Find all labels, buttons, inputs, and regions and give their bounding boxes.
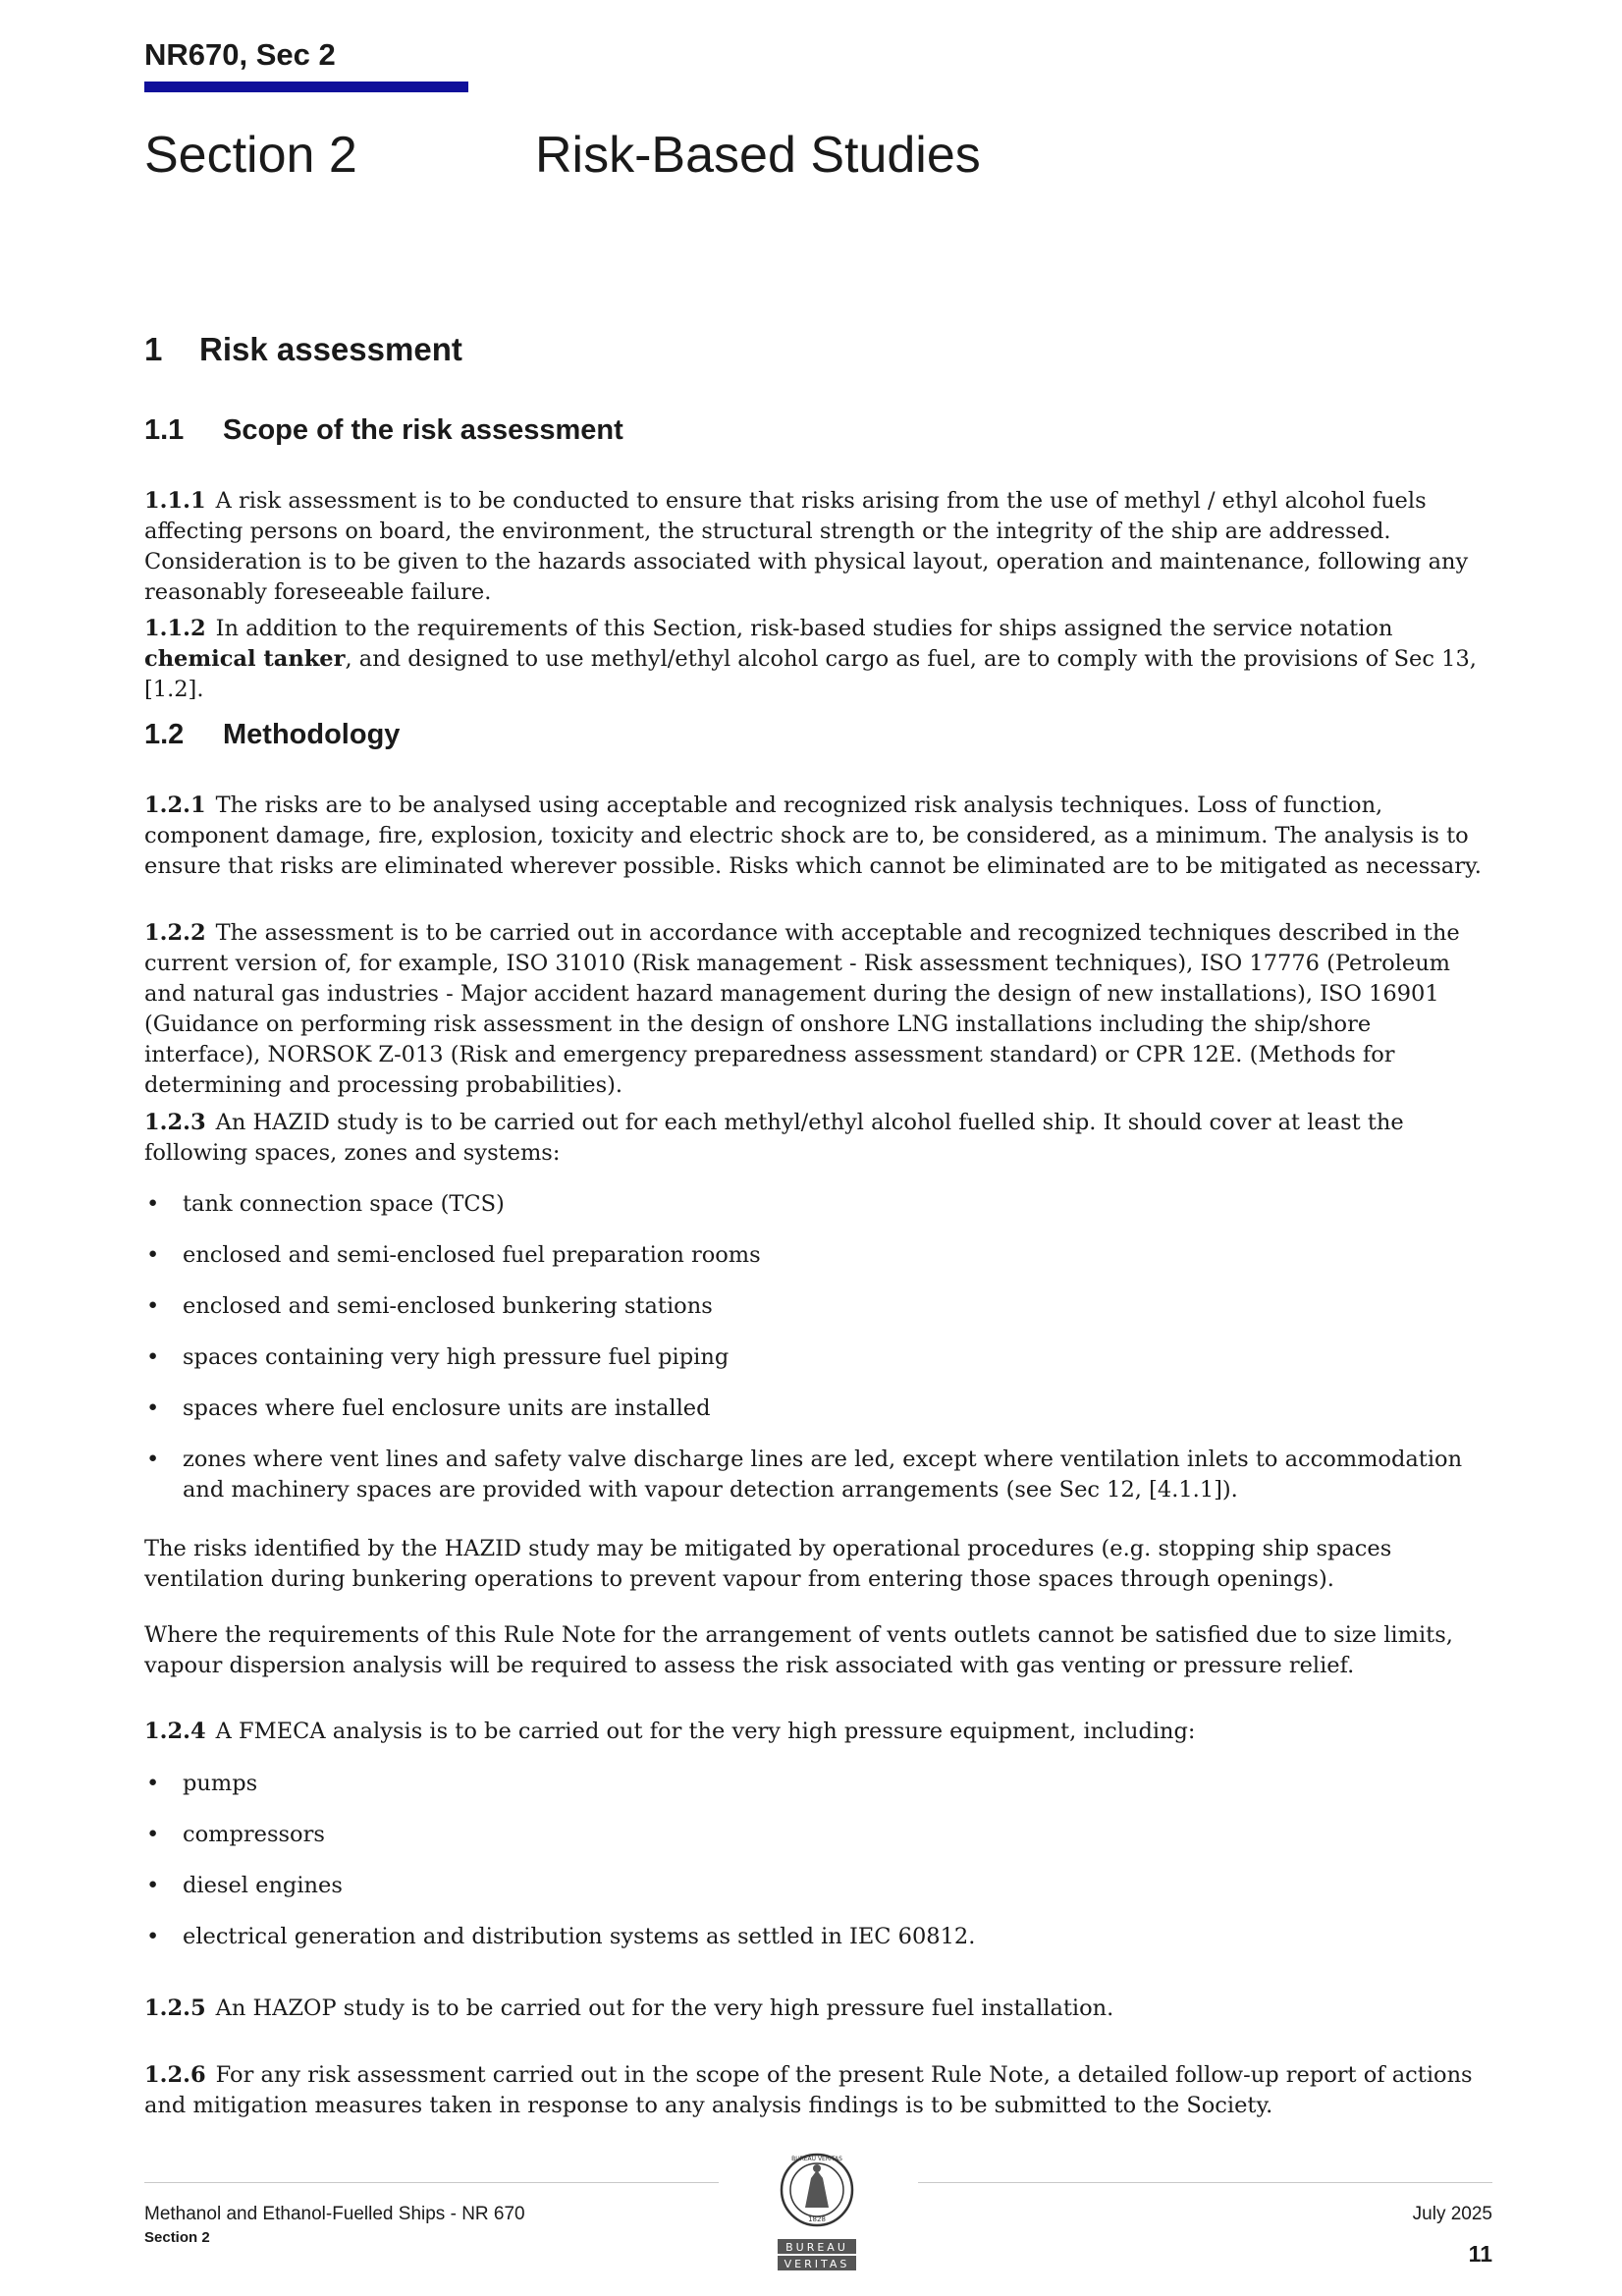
paragraph-number: 1.1.2 — [144, 616, 206, 641]
bullet-icon: • — [146, 1293, 160, 1319]
heading-text: Risk assessment — [199, 331, 462, 367]
footer-date: July 2025 — [1412, 2204, 1492, 2224]
paragraph-text: For any risk assessment carried out in the scope of the present Rule Note, a detailed follow-up report of actions and mitigation measures taken in response to any analysis findings is to be submitted to the Society. — [144, 2062, 1473, 2118]
heading-methodology — [144, 719, 400, 751]
paragraph-hazid-mitigation: The risks identified by the HAZID study may be mitigated by operational procedures (e.g. stopping ship spaces ventilation during bunkering operations to prevent vapour from entering those spaces through openings). — [144, 1536, 1392, 1592]
heading-scope — [144, 414, 623, 447]
paragraph-number: 1.2.1 — [144, 793, 206, 818]
paragraph-text: The risks are to be analysed using acceptable and recognized risk analysis techniques. Loss of function, component damage, fire, explosion, toxicity and electric shock are to, be considered, as a minimum. The analysis is to ensure that risks are eliminated wherever possible. Risks which cannot be eliminated are to be mitigated as necessary. — [144, 793, 1482, 879]
heading-number: 1.2 — [144, 719, 185, 750]
bullet-icon: • — [146, 1924, 160, 1949]
logo-line-bureau: BUREAU — [785, 2241, 848, 2254]
bullet-icon: • — [146, 1242, 160, 1268]
paragraph-1-2-6 — [144, 2060, 1489, 2121]
paragraph-1-2-1 — [144, 791, 1489, 882]
paragraph-1-2-2 — [144, 918, 1489, 1101]
list-item: • enclosed and semi-enclosed bunkering stations — [144, 1291, 1489, 1322]
paragraph-number: 1.2.5 — [144, 1995, 206, 2021]
paragraph-1-2-5 — [144, 1994, 1489, 2024]
notation-chemical-tanker: chemical tanker — [144, 646, 346, 672]
heading-number: 1.1 — [144, 414, 185, 446]
logo-arc-text: BUREAU VERITAS — [791, 2156, 842, 2162]
paragraph-text-cont: , and designed to use methyl/ethyl alcohol cargo as fuel, are to comply with the provisions of Sec 13, [1.2]. — [144, 646, 1477, 702]
logo-year: 1828 — [808, 2215, 826, 2223]
list-item: • compressors — [144, 1820, 1489, 1850]
footer-section: Section 2 — [144, 2229, 210, 2246]
header-accent-bar — [144, 82, 468, 92]
heading-text: Methodology — [223, 719, 401, 750]
paragraph-number: 1.2.3 — [144, 1110, 206, 1135]
bureau-veritas-logo — [768, 2149, 866, 2272]
list-item: • zones where vent lines and safety valve discharge lines are led, except where ventilation inlets to accommodation and machinery spaces are provided with vapour detection arrangements (see Sec 12, [4.1.1]). — [146, 1447, 1463, 1503]
paragraph-text: In addition to the requirements of this Section, risk-based studies for ships assigned the service notation — [215, 616, 1393, 641]
bullet-icon: • — [146, 1344, 160, 1370]
paragraph-vapour-dispersion: Where the requirements of this Rule Note for the arrangement of vents outlets cannot be satisfied due to size limits, vapour dispersion analysis will be required to assess the risk associated with gas venting or pressure relief. — [144, 1622, 1453, 1678]
paragraph-text: A FMECA analysis is to be carried out for the very high pressure equipment, including: — [215, 1719, 1196, 1744]
bullet-icon: • — [146, 1191, 160, 1217]
section-title: Risk-Based Studies — [535, 127, 981, 184]
bullet-icon: • — [146, 1395, 160, 1421]
heading-risk-assessment — [144, 331, 462, 368]
footer-divider-right — [918, 2182, 1492, 2183]
footer-document-title: Methanol and Ethanol-Fuelled Ships - NR 670 — [144, 2204, 525, 2224]
paragraph-number: 1.2.4 — [144, 1719, 206, 1744]
bullet-icon: • — [146, 1771, 160, 1796]
paragraph-number: 1.1.1 — [144, 488, 206, 514]
paragraph-text: A risk assessment is to be conducted to ensure that risks arising from the use of methyl / ethyl alcohol fuels affecting persons on board, the environment, the structural strength or the integrity of the ship are addressed. Consideration is to be given to the hazards associated with physical layout, operation and maintenance, following any reasonably foreseeable failure. — [144, 488, 1469, 605]
list-item: • tank connection space (TCS) — [144, 1189, 1489, 1220]
footer-divider-left — [144, 2182, 719, 2183]
paragraph-1-1-1 — [144, 486, 1489, 608]
document-reference: NR670, Sec 2 — [144, 37, 336, 72]
heading-number: 1 — [144, 331, 163, 367]
heading-text: Scope of the risk assessment — [223, 414, 623, 446]
paragraph-1-2-4 — [144, 1717, 1489, 1747]
list-item: • electrical generation and distribution systems as settled in IEC 60812. — [144, 1922, 1489, 1952]
paragraph-text: An HAZID study is to be carried out for each methyl/ethyl alcohol fuelled ship. It should cover at least the following spaces, zones and systems: — [144, 1110, 1404, 1166]
list-item: • diesel engines — [144, 1871, 1489, 1901]
paragraph-1-2-3 — [144, 1108, 1489, 1169]
bullet-icon: • — [146, 1873, 160, 1898]
list-item: • spaces where fuel enclosure units are installed — [144, 1394, 1489, 1424]
paragraph-number: 1.2.2 — [144, 920, 206, 946]
paragraph-number: 1.2.6 — [144, 2062, 206, 2088]
bullet-icon: • — [146, 1822, 160, 1847]
section-number: Section 2 — [144, 127, 357, 184]
list-item: • enclosed and semi-enclosed fuel preparation rooms — [144, 1240, 1489, 1271]
list-item: • spaces containing very high pressure fuel piping — [144, 1342, 1489, 1373]
bullet-icon: • — [146, 1447, 160, 1472]
paragraph-1-1-2 — [144, 614, 1489, 705]
list-item: • pumps — [144, 1769, 1489, 1799]
logo-line-veritas: VERITAS — [784, 2258, 850, 2270]
paragraph-text: The assessment is to be carried out in accordance with acceptable and recognized techniques described in the current version of, for example, ISO 31010 (Risk management - Risk assessment techniques), ISO 17776 (Petroleum and natural gas industries - Major accident hazard management during the design of new installations), ISO 16901 (Guidance on performing risk assessment in the design of onshore LNG installations including the ship/shore interface), NORSOK Z-013 (Risk and emergency preparedness assessment standard) or CPR 12E. (Methods for determining and processing probabilities). — [144, 920, 1460, 1098]
page-number: 11 — [1468, 2241, 1492, 2267]
paragraph-text: An HAZOP study is to be carried out for the very high pressure fuel installation. — [215, 1995, 1114, 2021]
